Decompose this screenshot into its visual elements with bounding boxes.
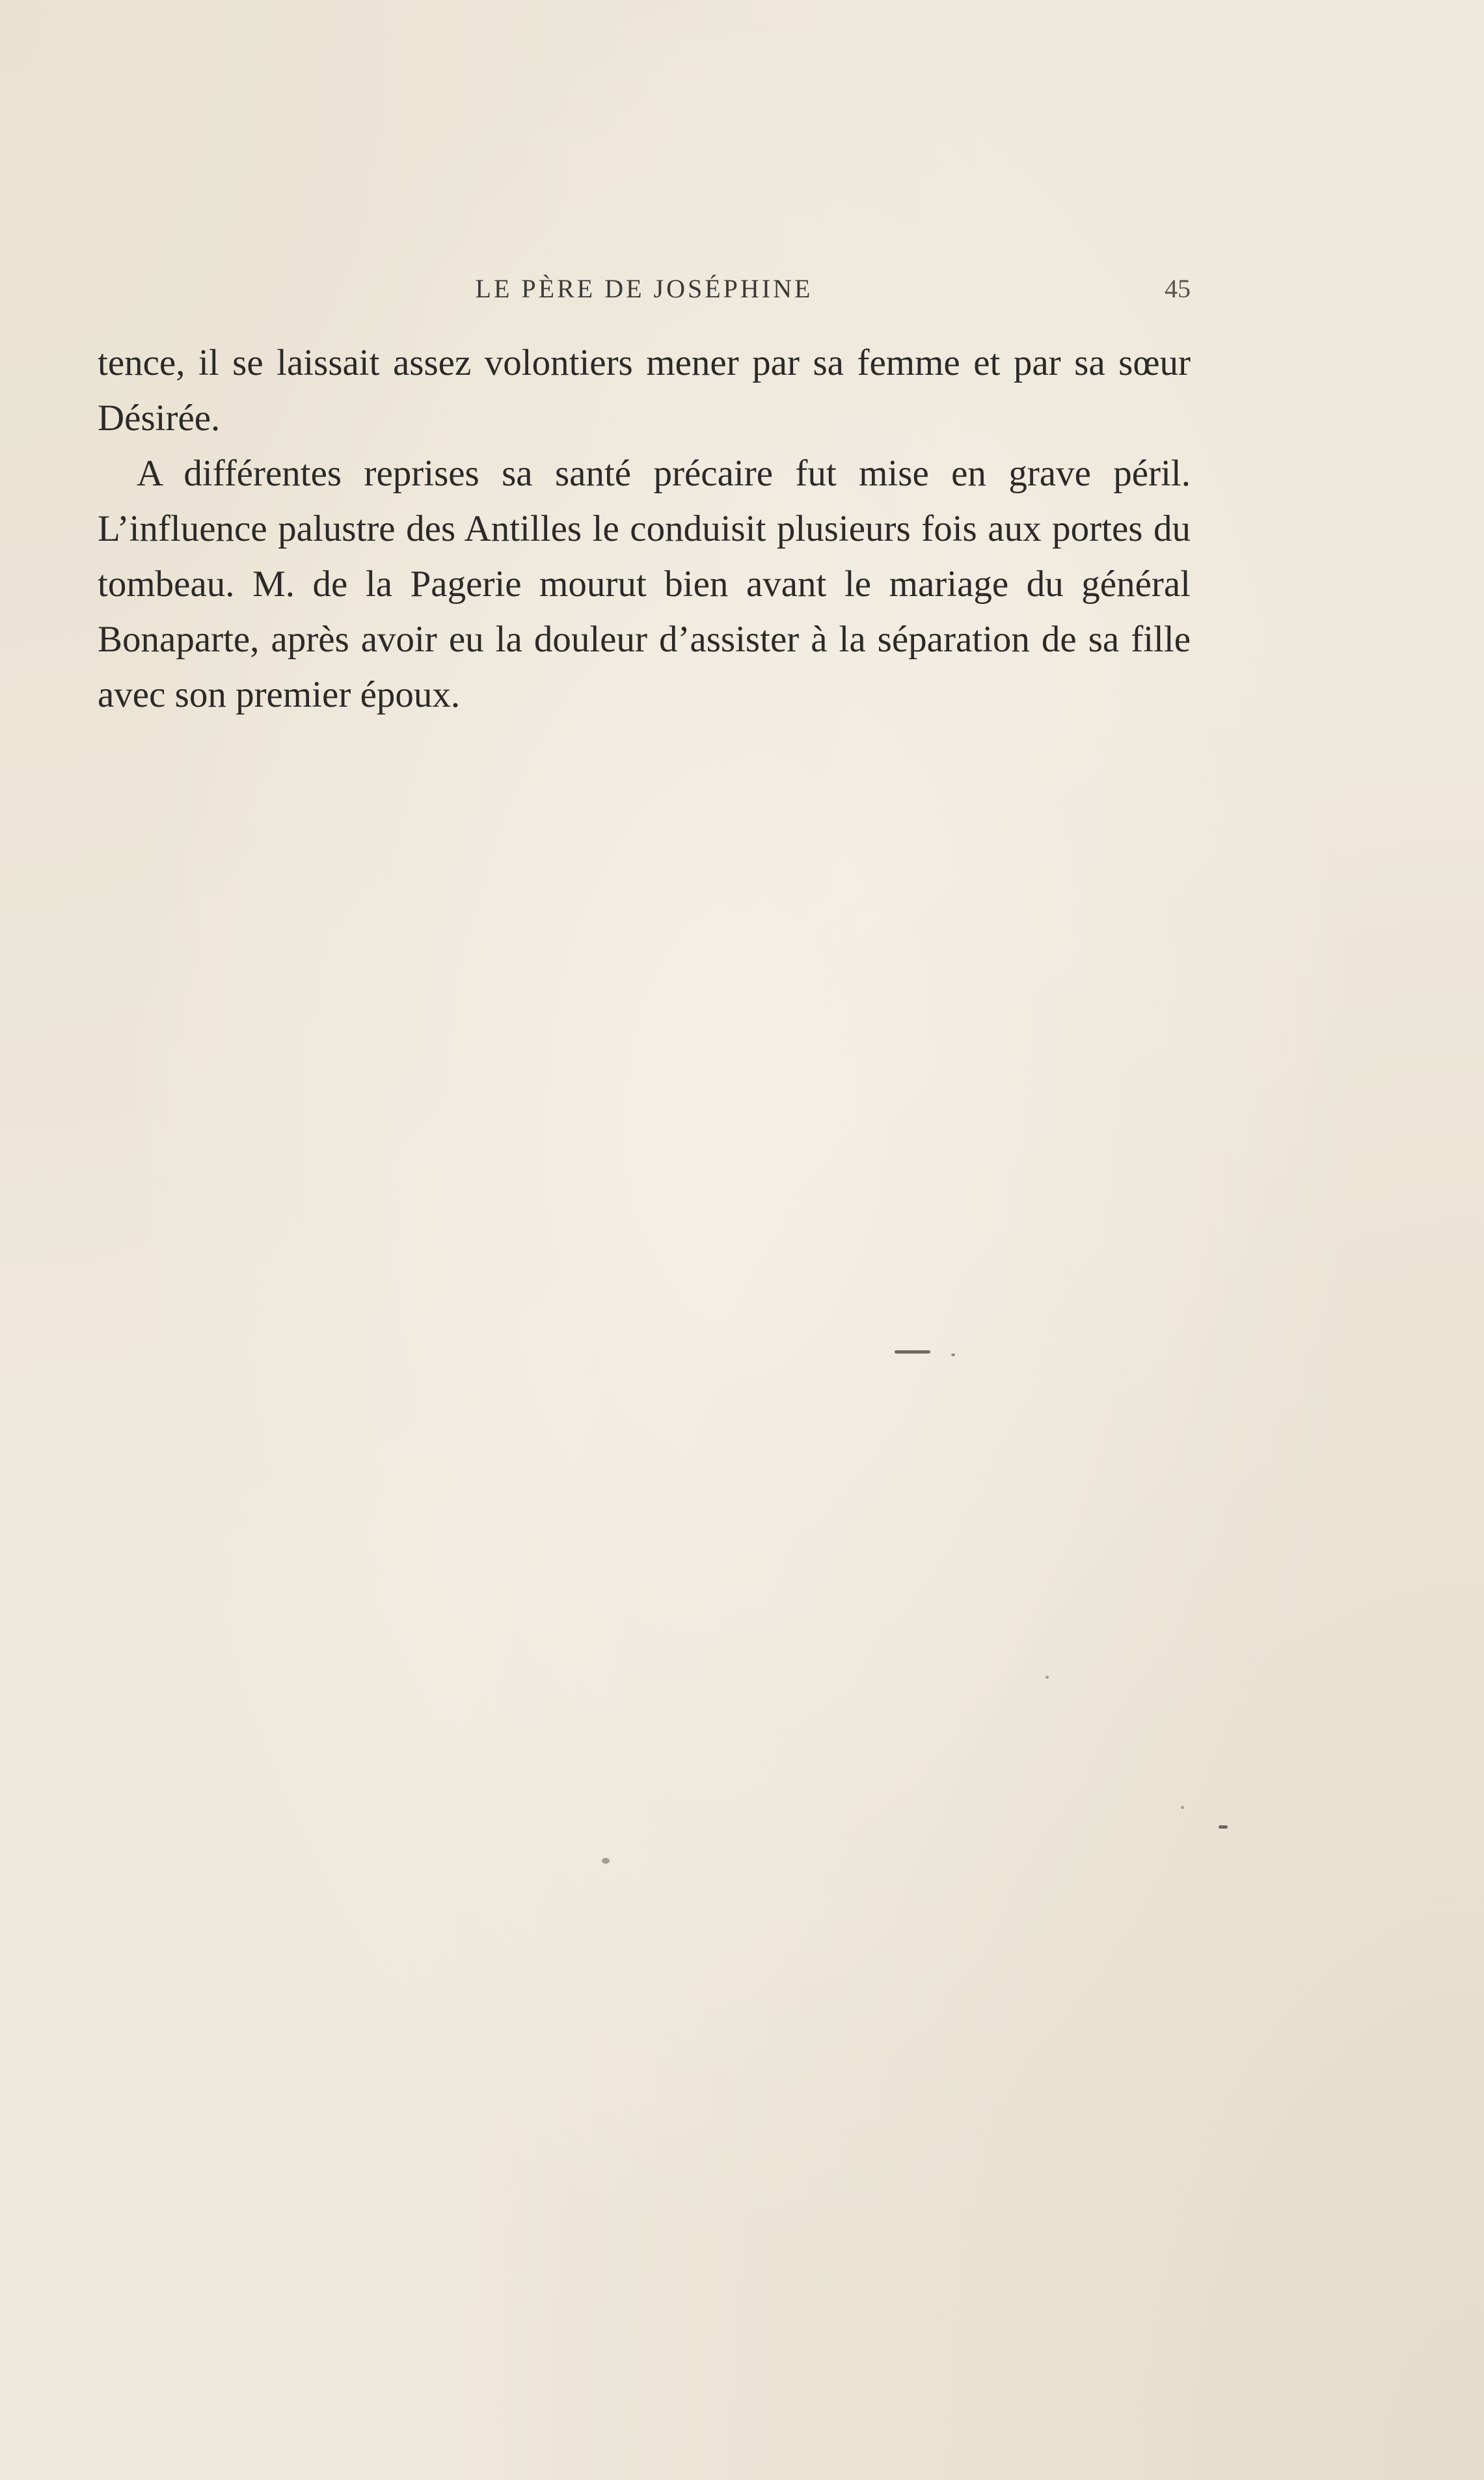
ink-speck (1181, 1806, 1184, 1809)
ink-speck (1219, 1825, 1228, 1829)
running-head (98, 273, 1191, 312)
paragraph: A différentes reprises sa santé précaire fut mise en grave péril. L’influence palustre des Antilles le conduisit plusieurs fois aux portes du tombeau. M. de la Pagerie mourut bien avant le mariage du général Bonaparte, après avoir eu la douleur d’assister à la séparation de sa fille avec son premier époux. (98, 453, 1191, 715)
ink-speck (895, 1350, 930, 1354)
page-number: 45 (1165, 274, 1191, 303)
paragraph-continuation: tence, il se laissait assez volontiers mener par sa femme et par sa sœur Désirée. (98, 342, 1191, 439)
ink-speck (602, 1858, 610, 1864)
body-text (98, 335, 1191, 722)
ink-speck (1046, 1676, 1049, 1679)
ink-speck (951, 1354, 955, 1356)
running-title: LE PÈRE DE JOSÉPHINE (475, 274, 813, 303)
